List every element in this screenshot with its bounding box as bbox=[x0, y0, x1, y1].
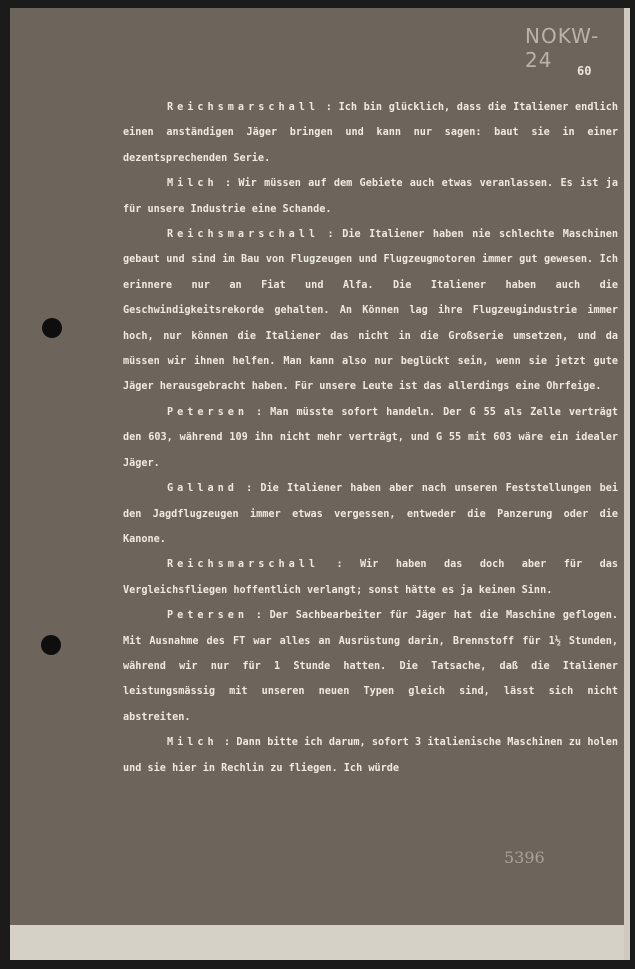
paragraph: Milch : Wir müssen auf dem Gebiete auch etwas veranlassen. Es ist ja für unsere Industrie eine Schande. bbox=[123, 178, 618, 215]
paragraph: Petersen : Der Sachbearbeiter für Jäger hat die Maschine geflogen. Mit Ausnahme des FT war alles an Ausrüstung darin, Brennstoff für 1½ Stunden, während wir nur für 1 Stunde hatten. Die Tatsache, daß die Italiener leistungsmässig mit unseren neuen Typen gleich sind, lässt sich nicht abstreiten. bbox=[123, 610, 618, 723]
paragraph-text: Die Italiener haben nie schlechte Maschinen gebaut und sind im Bau von Flugzeugen und Flugzeugmotoren immer gut gewesen. Ich erinnere nur an Fiat und Alfa. Die Italiener haben auch die Geschwindigkeitsrekorde gehalten. An Können lag ihre Flugzeugindustrie immer hoch, nur können die Italiener das nicht in die Großserie umsetzen, und da müssen wir ihnen helfen. Man kann also nur beglückt sein, wenn sie jetzt gute Jäger herausgebracht haben. Für unsere Leute ist das allerdings eine Ohrfeige. bbox=[123, 229, 618, 393]
paragraph-text: Wir müssen auf dem Gebiete auch etwas veranlassen. Es ist ja für unsere Industrie eine Schande. bbox=[123, 178, 618, 215]
archive-reference: NOKW-24 bbox=[525, 24, 600, 72]
paragraph-text: Dann bitte ich darum, sofort 3 italienische Maschinen zu holen und sie hier in Rechlin zu fliegen. Ich würde bbox=[123, 737, 618, 774]
page-bottom-margin bbox=[10, 925, 624, 960]
speaker-name: Reichsmarschall bbox=[167, 229, 320, 241]
paragraph-text: Wir haben das doch aber für das Vergleichsfliegen hoffentlich verlangt; sonst hätte es ja keinen Sinn. bbox=[123, 559, 618, 596]
speaker-name: Petersen bbox=[167, 610, 249, 622]
paragraph-text: Der Sachbearbeiter für Jäger hat die Maschine geflogen. Mit Ausnahme des FT war alles an Ausrüstung darin, Brennstoff für 1½ Stunden, während wir nur für 1 Stunde hatten. Die Tatsache, daß die Italiener leistungsmässig mit unseren neuen Typen gleich sind, lässt sich nicht abstreiten. bbox=[123, 610, 618, 723]
speaker-name: Reichsmarschall bbox=[167, 559, 320, 571]
paragraph: Milch : Dann bitte ich darum, sofort 3 italienische Maschinen zu holen und sie hier in Rechlin zu fliegen. Ich würde bbox=[123, 737, 618, 774]
paragraph-text: Ich bin glücklich, dass die Italiener endlich einen anständigen Jäger bringen und kann nur sagen: baut sie in einer dezentsprechenden Serie. bbox=[123, 102, 618, 164]
page-number: 60 bbox=[577, 64, 592, 78]
paragraph: Petersen : Man müsste sofort handeln. Der G 55 als Zelle verträgt den 603, während 109 ihn nicht mehr verträgt, und G 55 mit 603 wäre ein idealer Jäger. bbox=[123, 406, 618, 469]
transcript-body bbox=[123, 95, 618, 781]
document-page bbox=[10, 8, 630, 960]
speaker-name: Milch bbox=[167, 737, 218, 749]
paragraph: Reichsmarschall : Die Italiener haben nie schlechte Maschinen gebaut und sind im Bau von Flugzeugen und Flugzeugmotoren immer gut gewesen. Ich erinnere nur an Fiat und Alfa. Die Italiener haben auch die Geschwindigkeitsrekorde gehalten. An Können lag ihre Flugzeugindustrie immer hoch, nur können die Italiener das nicht in die Großserie umsetzen, und da müssen wir ihnen helfen. Man kann also nur beglückt sein, wenn sie jetzt gute Jäger herausgebracht haben. Für unsere Leute ist das allerdings eine Ohrfeige. bbox=[123, 229, 618, 393]
paragraph: Reichsmarschall : Wir haben das doch aber für das Vergleichsfliegen hoffentlich verlangt; sonst hätte es ja keinen Sinn. bbox=[123, 559, 618, 596]
speaker-name: Petersen bbox=[167, 406, 249, 418]
paragraph-text: Die Italiener haben aber nach unseren Feststellungen bei den Jagdflugzeugen immer etwas vergessen, entweder die Panzerung oder die Kanone. bbox=[123, 483, 618, 545]
speaker-name: Galland bbox=[167, 483, 238, 495]
paragraph: Galland : Die Italiener haben aber nach unseren Feststellungen bei den Jagdflugzeugen immer etwas vergessen, entweder die Panzerung oder die Kanone. bbox=[123, 483, 618, 545]
document-number: 5396 bbox=[504, 848, 545, 867]
punch-hole bbox=[41, 635, 61, 655]
paragraph: Reichsmarschall : Ich bin glücklich, dass die Italiener endlich einen anständigen Jäger bringen und kann nur sagen: baut sie in einer dezentsprechenden Serie. bbox=[123, 102, 618, 164]
speaker-name: Milch bbox=[167, 178, 218, 190]
paragraph-text: Man müsste sofort handeln. Der G 55 als Zelle verträgt den 603, während 109 ihn nicht mehr verträgt, und G 55 mit 603 wäre ein idealer Jäger. bbox=[123, 406, 618, 469]
speaker-name: Reichsmarschall bbox=[167, 102, 320, 113]
punch-hole bbox=[42, 318, 62, 338]
